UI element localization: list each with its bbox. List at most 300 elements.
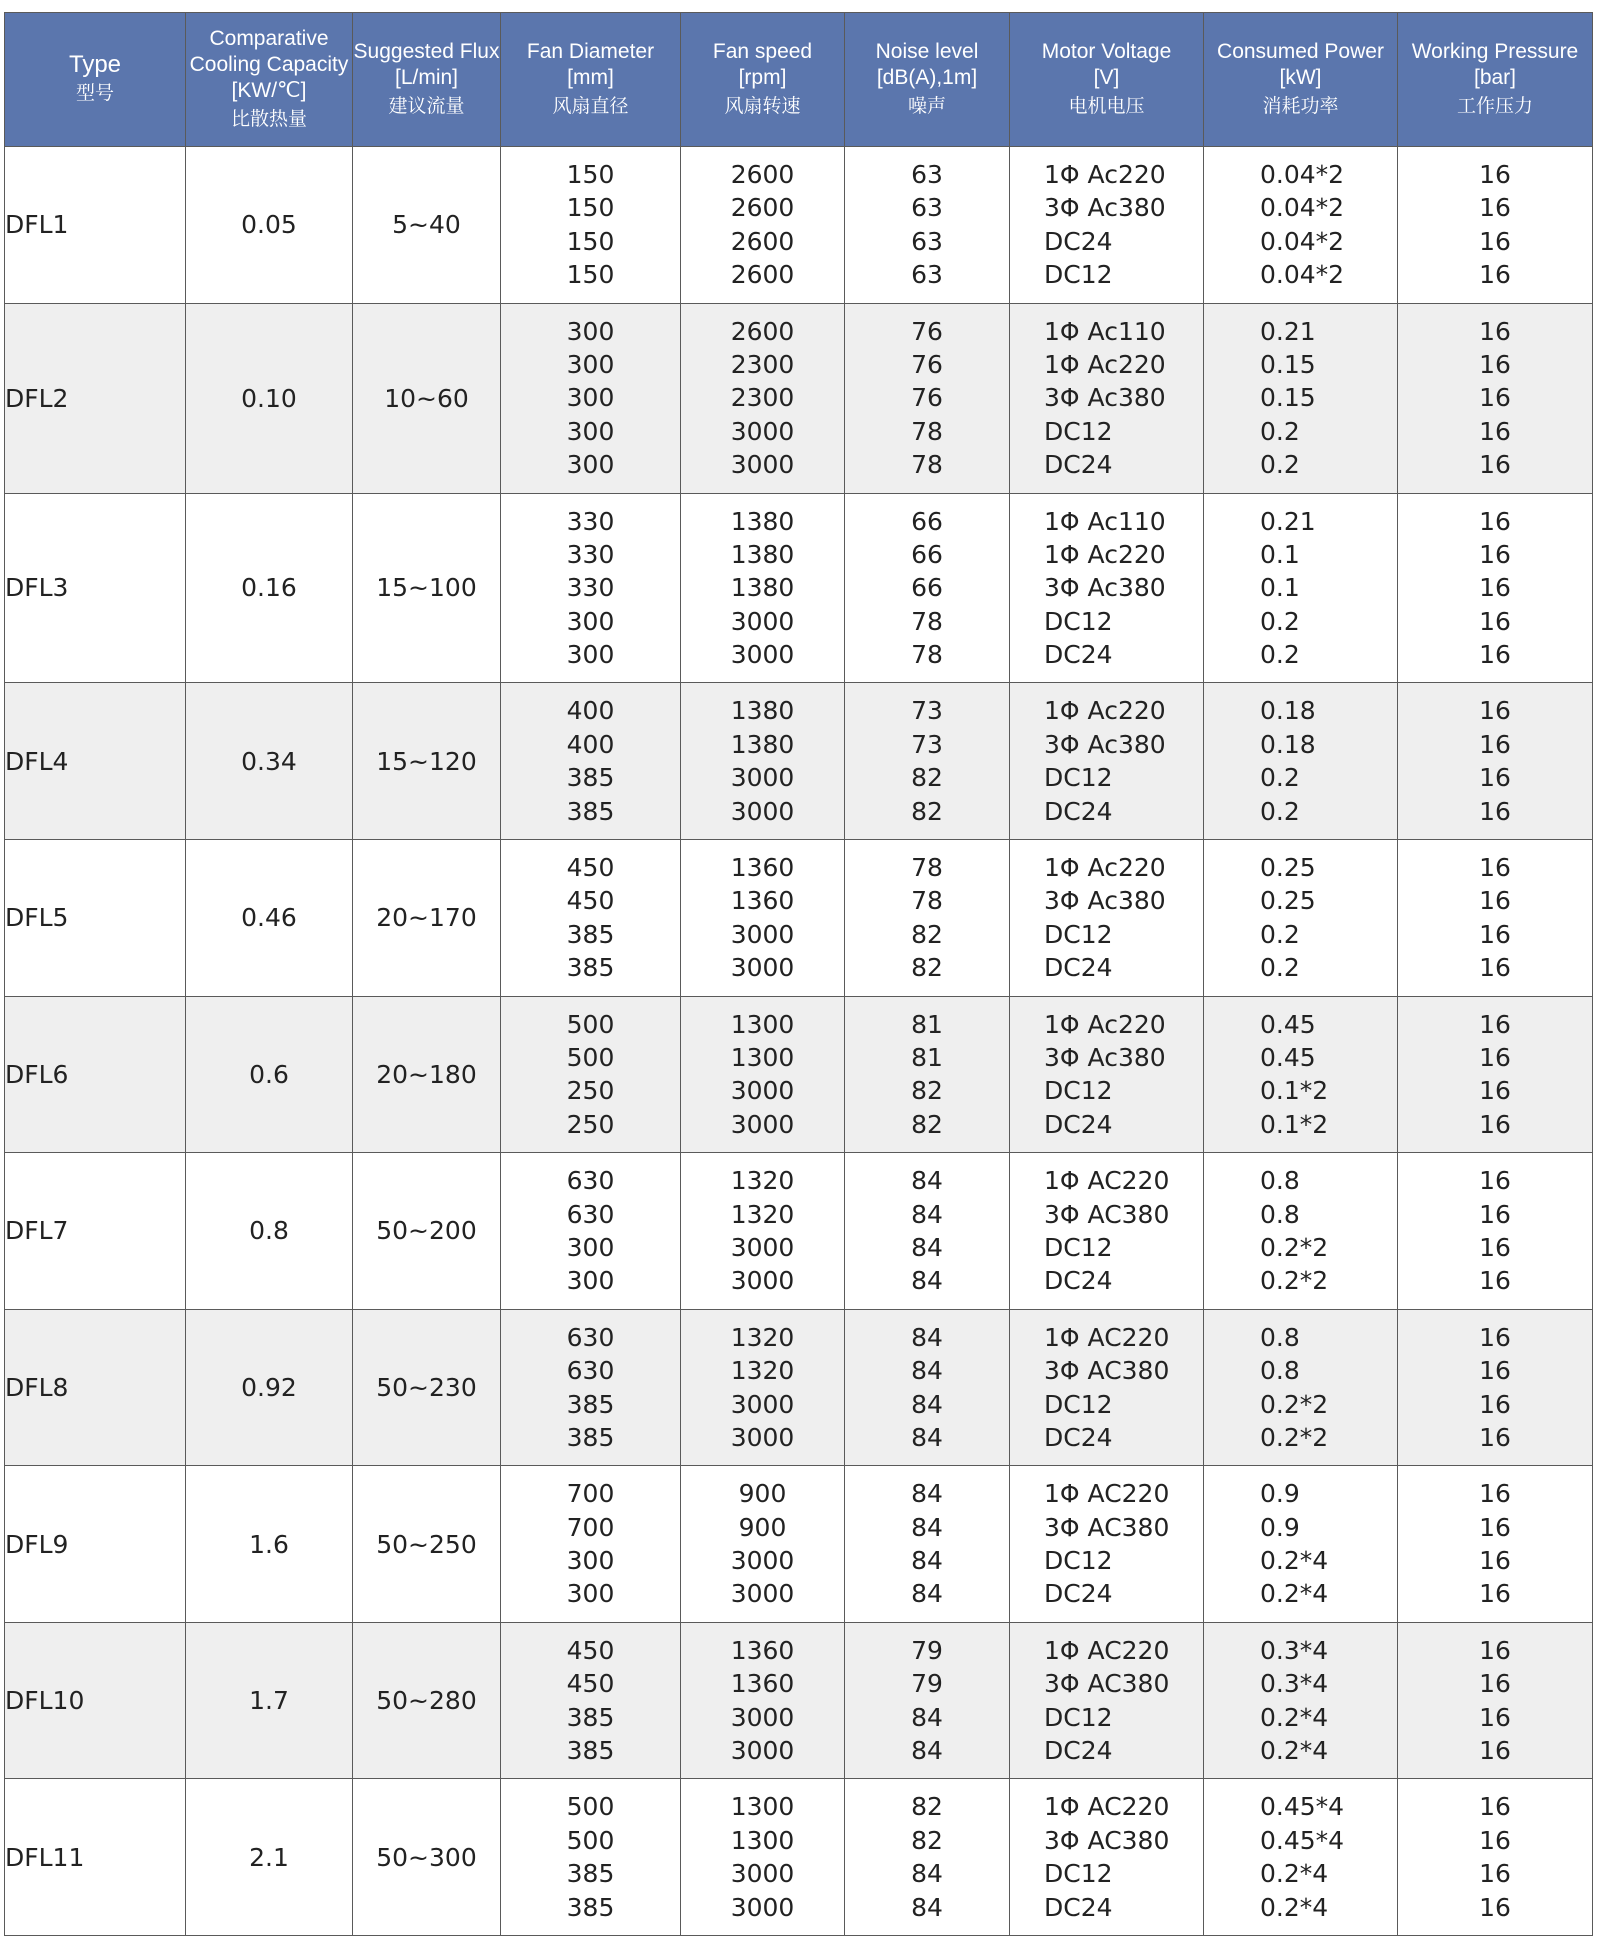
cell-value: 84 <box>911 1546 943 1576</box>
type-cell: DFL9 <box>5 1466 186 1623</box>
cell-value: 630 <box>566 1166 615 1196</box>
cell-value: 0.9 <box>1260 1479 1300 1509</box>
cell-value: 450 <box>566 853 615 883</box>
cell-value: 0.2*2 <box>1260 1389 1329 1419</box>
cell-value: 385 <box>566 919 615 949</box>
cell-value: 82 <box>911 953 943 983</box>
header-label: [dB(A),1m] <box>876 66 978 89</box>
cell-value: 2600 <box>730 193 795 223</box>
noise-level-cell <box>845 493 1010 683</box>
header-label: Cooling Capacity <box>189 53 349 76</box>
motor-voltage-cell <box>1010 493 1204 683</box>
consumed-power-cell <box>1204 996 1398 1153</box>
cell-value: 84 <box>911 1892 943 1922</box>
header-label: [V] <box>1093 66 1120 89</box>
working-pressure-cell <box>1398 840 1593 997</box>
cell-value: 16 <box>1479 763 1511 793</box>
header-label: Comparative <box>209 27 329 50</box>
cell-value: 16 <box>1479 1479 1511 1509</box>
header-label: Working Pressure <box>1411 40 1579 63</box>
cell-value: DC12 <box>1044 1389 1113 1419</box>
cell-value: 3000 <box>730 640 795 670</box>
consumed-power-cell <box>1204 147 1398 304</box>
motor-voltage-header <box>1010 13 1204 147</box>
cell-value: 1Φ Ac220 <box>1044 853 1166 883</box>
cell-value: 2600 <box>730 260 795 290</box>
fan-diameter-cell <box>501 1153 681 1310</box>
cell-value: 0.1 <box>1260 539 1300 569</box>
cell-value: 3000 <box>730 1389 795 1419</box>
working-pressure-cell <box>1398 147 1593 304</box>
cell-value: 3000 <box>730 953 795 983</box>
cell-value: 1380 <box>730 539 795 569</box>
cell-value: 300 <box>566 416 615 446</box>
cell-value: DC12 <box>1044 919 1113 949</box>
consumed-power-cell <box>1204 303 1398 493</box>
header-label-cn: 电机电压 <box>1068 96 1145 117</box>
type-cell: DFL1 <box>5 147 186 304</box>
cell-value: 300 <box>566 1232 615 1262</box>
cell-value: 385 <box>566 1736 615 1766</box>
motor-voltage-cell <box>1010 1466 1204 1623</box>
cell-value: 0.1*2 <box>1260 1109 1329 1139</box>
working-pressure-cell <box>1398 683 1593 840</box>
fan-diameter-header <box>501 13 681 147</box>
cell-value: 0.15 <box>1260 349 1316 379</box>
noise-level-cell <box>845 840 1010 997</box>
table-row <box>5 493 1593 683</box>
table-row <box>5 303 1593 493</box>
suggested-flux-cell: 5~40 <box>353 147 501 304</box>
cell-value: 16 <box>1479 1009 1511 1039</box>
cell-value: 0.04*2 <box>1260 226 1345 256</box>
consumed-power-cell <box>1204 1309 1398 1466</box>
cooling-capacity-cell: 1.6 <box>186 1466 353 1623</box>
motor-voltage-cell <box>1010 1779 1204 1936</box>
cell-value: DC24 <box>1044 1109 1113 1139</box>
cell-value: 300 <box>566 349 615 379</box>
working-pressure-cell <box>1398 996 1593 1153</box>
cell-value: 81 <box>911 1042 943 1072</box>
cell-value: 1360 <box>730 886 795 916</box>
cell-value: 0.2*2 <box>1260 1232 1329 1262</box>
cell-value: 16 <box>1479 1546 1511 1576</box>
cell-value: 3Φ Ac380 <box>1044 383 1166 413</box>
cell-value: 400 <box>566 729 615 759</box>
cell-value: DC24 <box>1044 1736 1113 1766</box>
motor-voltage-cell <box>1010 1309 1204 1466</box>
cell-value: 1380 <box>730 696 795 726</box>
cell-value: 16 <box>1479 1076 1511 1106</box>
cell-value: 630 <box>566 1356 615 1386</box>
consumed-power-cell <box>1204 1153 1398 1310</box>
cell-value: 1Φ AC220 <box>1044 1322 1170 1352</box>
noise-level-cell <box>845 1153 1010 1310</box>
working-pressure-header <box>1398 13 1593 147</box>
cell-value: 78 <box>911 450 943 480</box>
fan-speed-cell <box>681 147 845 304</box>
suggested-flux-cell: 50~230 <box>353 1309 501 1466</box>
consumed-power-cell <box>1204 683 1398 840</box>
cell-value: 0.8 <box>1260 1166 1300 1196</box>
table-row <box>5 840 1593 997</box>
cell-value: 16 <box>1479 506 1511 536</box>
cell-value: 2300 <box>730 349 795 379</box>
cell-value: 0.18 <box>1260 696 1316 726</box>
cell-value: 385 <box>566 1892 615 1922</box>
motor-voltage-cell <box>1010 683 1204 840</box>
cell-value: 63 <box>911 260 943 290</box>
fan-speed-cell <box>681 1153 845 1310</box>
motor-voltage-cell <box>1010 1153 1204 1310</box>
cell-value: DC12 <box>1044 1859 1113 1889</box>
cell-value: DC12 <box>1044 260 1113 290</box>
cell-value: 900 <box>738 1512 787 1542</box>
cell-value: 3000 <box>730 763 795 793</box>
cell-value: 16 <box>1479 160 1511 189</box>
cooling-capacity-cell: 0.6 <box>186 996 353 1153</box>
suggested-flux-cell: 50~250 <box>353 1466 501 1623</box>
table-row <box>5 996 1593 1153</box>
cell-value: 0.8 <box>1260 1199 1300 1229</box>
cell-value: 0.3*4 <box>1260 1669 1329 1699</box>
cell-value: 16 <box>1479 796 1511 826</box>
working-pressure-cell <box>1398 1309 1593 1466</box>
cell-value: 0.2 <box>1260 640 1300 670</box>
cell-value: 84 <box>911 1702 943 1732</box>
cell-value: 1320 <box>730 1166 795 1196</box>
cell-value: 630 <box>566 1199 615 1229</box>
cell-value: 1360 <box>730 1635 795 1665</box>
header-label: Fan Diameter <box>526 40 655 63</box>
cooling-capacity-cell: 0.92 <box>186 1309 353 1466</box>
cell-value: 16 <box>1479 1859 1511 1889</box>
type-cell: DFL8 <box>5 1309 186 1466</box>
cell-value: 0.2*4 <box>1260 1736 1329 1766</box>
type-cell: DFL4 <box>5 683 186 840</box>
cooling-capacity-cell: 0.8 <box>186 1153 353 1310</box>
cell-value: 2600 <box>730 316 795 346</box>
table-row <box>5 147 1593 304</box>
fan-diameter-cell <box>501 303 681 493</box>
cell-value: 84 <box>911 1389 943 1419</box>
fan-speed-cell <box>681 996 845 1153</box>
cell-value: 0.2 <box>1260 416 1300 446</box>
cell-value: 400 <box>566 696 615 726</box>
cell-value: 3000 <box>730 1076 795 1106</box>
cell-value: 3Φ AC380 <box>1044 1825 1170 1855</box>
cell-value: 0.2 <box>1260 953 1300 983</box>
header-label-cn: 消耗功率 <box>1262 96 1339 117</box>
cell-value: 16 <box>1479 1669 1511 1699</box>
cooling-capacity-cell: 0.16 <box>186 493 353 683</box>
cell-value: 1Φ AC220 <box>1044 1635 1170 1665</box>
cell-value: 500 <box>566 1009 615 1039</box>
cell-value: 84 <box>911 1356 943 1386</box>
cell-value: 0.45 <box>1260 1009 1316 1039</box>
cell-value: 300 <box>566 640 615 670</box>
cell-value: 82 <box>911 1076 943 1106</box>
cell-value: 16 <box>1479 1042 1511 1072</box>
cell-value: 73 <box>911 729 943 759</box>
noise-level-cell <box>845 683 1010 840</box>
cell-value: 16 <box>1479 1792 1511 1822</box>
cell-value: 3000 <box>730 796 795 826</box>
header-label: Consumed Power <box>1217 40 1384 63</box>
cell-value: 78 <box>911 416 943 446</box>
cooling-capacity-cell: 0.46 <box>186 840 353 997</box>
header-label: Motor Voltage <box>1041 40 1172 63</box>
cell-value: 700 <box>566 1479 615 1509</box>
cell-value: 16 <box>1479 1232 1511 1262</box>
cell-value: 3000 <box>730 1702 795 1732</box>
header-label: Type <box>68 51 122 78</box>
cell-value: 0.2 <box>1260 796 1300 826</box>
cell-value: DC24 <box>1044 1892 1113 1922</box>
cell-value: 0.3*4 <box>1260 1635 1329 1665</box>
cell-value: 3000 <box>730 1579 795 1609</box>
cell-value: 16 <box>1479 640 1511 670</box>
header-label-cn: 建议流量 <box>388 96 465 117</box>
cell-value: 82 <box>911 1109 943 1139</box>
cell-value: 3Φ Ac380 <box>1044 729 1166 759</box>
fan-diameter-cell <box>501 493 681 683</box>
cell-value: 3Φ Ac380 <box>1044 193 1166 223</box>
cell-value: 1380 <box>730 729 795 759</box>
cell-value: 76 <box>911 383 943 413</box>
type-cell: DFL11 <box>5 1779 186 1936</box>
cell-value: 63 <box>911 193 943 223</box>
cell-value: 150 <box>566 260 615 290</box>
cell-value: 3000 <box>730 450 795 480</box>
cell-value: 16 <box>1479 316 1511 346</box>
cell-value: 16 <box>1479 729 1511 759</box>
cell-value: 0.2 <box>1260 606 1300 636</box>
fan-speed-header <box>681 13 845 147</box>
cell-value: 0.8 <box>1260 1322 1300 1352</box>
working-pressure-cell <box>1398 1153 1593 1310</box>
motor-voltage-cell <box>1010 840 1204 997</box>
noise-level-cell <box>845 147 1010 304</box>
cell-value: 1Φ AC220 <box>1044 1479 1170 1509</box>
cell-value: 3000 <box>730 1266 795 1296</box>
table-row <box>5 1153 1593 1310</box>
cell-value: 84 <box>911 1736 943 1766</box>
cell-value: 3000 <box>730 1422 795 1452</box>
cell-value: 1Φ Ac110 <box>1044 506 1166 536</box>
cell-value: 1Φ AC220 <box>1044 1166 1170 1196</box>
cell-value: 76 <box>911 349 943 379</box>
cell-value: 16 <box>1479 1635 1511 1665</box>
cell-value: 1Φ Ac220 <box>1044 160 1166 189</box>
cell-value: 0.1 <box>1260 573 1300 603</box>
cell-value: 1380 <box>730 573 795 603</box>
cell-value: 3000 <box>730 1546 795 1576</box>
cell-value: 3Φ AC380 <box>1044 1199 1170 1229</box>
cooling-capacity-cell: 0.05 <box>186 147 353 304</box>
cell-value: 16 <box>1479 696 1511 726</box>
header-label: [kW] <box>1279 66 1322 89</box>
motor-voltage-cell <box>1010 996 1204 1153</box>
cell-value: DC12 <box>1044 1702 1113 1732</box>
cell-value: 78 <box>911 853 943 883</box>
cell-value: 1300 <box>730 1792 795 1822</box>
cell-value: 84 <box>911 1859 943 1889</box>
noise-level-cell <box>845 303 1010 493</box>
suggested-flux-cell: 20~180 <box>353 996 501 1153</box>
table-row <box>5 683 1593 840</box>
cell-value: 82 <box>911 919 943 949</box>
fan-diameter-cell <box>501 840 681 997</box>
cell-value: 0.15 <box>1260 383 1316 413</box>
working-pressure-cell <box>1398 1622 1593 1779</box>
cell-value: 16 <box>1479 450 1511 480</box>
cell-value: 1Φ Ac110 <box>1044 316 1166 346</box>
cell-value: DC24 <box>1044 1422 1113 1452</box>
cell-value: 0.45 <box>1260 1042 1316 1072</box>
cell-value: 385 <box>566 953 615 983</box>
cell-value: 66 <box>911 573 943 603</box>
cell-value: 16 <box>1479 260 1511 290</box>
cell-value: 1Φ Ac220 <box>1044 539 1166 569</box>
fan-diameter-cell <box>501 683 681 840</box>
cell-value: 385 <box>566 763 615 793</box>
cell-value: DC12 <box>1044 416 1113 446</box>
cooling-capacity-cell: 1.7 <box>186 1622 353 1779</box>
cell-value: 3Φ Ac380 <box>1044 1042 1166 1072</box>
cell-value: 630 <box>566 1322 615 1352</box>
cell-value: DC24 <box>1044 1266 1113 1296</box>
fan-diameter-cell <box>501 1309 681 1466</box>
noise-level-cell <box>845 1622 1010 1779</box>
cell-value: 84 <box>911 1166 943 1196</box>
type-cell: DFL10 <box>5 1622 186 1779</box>
cell-value: 82 <box>911 1825 943 1855</box>
cell-value: 330 <box>566 539 615 569</box>
suggested-flux-cell: 50~200 <box>353 1153 501 1310</box>
cell-value: 3000 <box>730 1859 795 1889</box>
header-label: [bar] <box>1473 66 1517 89</box>
working-pressure-cell <box>1398 303 1593 493</box>
cell-value: 82 <box>911 1792 943 1822</box>
type-cell: DFL7 <box>5 1153 186 1310</box>
cell-value: 0.04*2 <box>1260 260 1345 290</box>
fan-diameter-cell <box>501 996 681 1153</box>
cell-value: 81 <box>911 1009 943 1039</box>
consumed-power-cell <box>1204 1779 1398 1936</box>
cell-value: 16 <box>1479 886 1511 916</box>
table-body <box>5 147 1593 1936</box>
cell-value: 82 <box>911 796 943 826</box>
fan-diameter-cell <box>501 1466 681 1623</box>
suggested-flux-cell: 50~280 <box>353 1622 501 1779</box>
suggested-flux-header <box>353 13 501 147</box>
cell-value: 66 <box>911 539 943 569</box>
header-label: [mm] <box>567 66 614 89</box>
cell-value: 3000 <box>730 606 795 636</box>
motor-voltage-cell <box>1010 1622 1204 1779</box>
cell-value: 3Φ Ac380 <box>1044 573 1166 603</box>
cell-value: DC12 <box>1044 1232 1113 1262</box>
cell-value: 330 <box>566 573 615 603</box>
cell-value: 0.2*4 <box>1260 1892 1329 1922</box>
cell-value: 16 <box>1479 1109 1511 1139</box>
fan-diameter-cell <box>501 1622 681 1779</box>
cell-value: 0.21 <box>1260 506 1316 536</box>
cell-value: 1Φ Ac220 <box>1044 1009 1166 1039</box>
cell-value: 0.45*4 <box>1260 1825 1345 1855</box>
cooling-capacity-cell: 0.34 <box>186 683 353 840</box>
cell-value: 0.04*2 <box>1260 160 1345 189</box>
cell-value: 0.45*4 <box>1260 1792 1345 1822</box>
suggested-flux-cell: 15~100 <box>353 493 501 683</box>
working-pressure-cell <box>1398 1466 1593 1623</box>
cell-value: 2600 <box>730 226 795 256</box>
cell-value: 63 <box>911 226 943 256</box>
fan-diameter-cell <box>501 1779 681 1936</box>
cell-value: 16 <box>1479 1199 1511 1229</box>
cell-value: 16 <box>1479 573 1511 603</box>
cell-value: DC24 <box>1044 450 1113 480</box>
cell-value: 3000 <box>730 1232 795 1262</box>
type-cell: DFL3 <box>5 493 186 683</box>
cell-value: 16 <box>1479 539 1511 569</box>
cooling-capacity-header <box>186 13 353 147</box>
cell-value: 500 <box>566 1042 615 1072</box>
cell-value: 385 <box>566 796 615 826</box>
fan-speed-cell <box>681 1466 845 1623</box>
table-row <box>5 1622 1593 1779</box>
cell-value: 1300 <box>730 1009 795 1039</box>
cell-value: 900 <box>738 1479 787 1509</box>
cooling-capacity-cell: 2.1 <box>186 1779 353 1936</box>
cell-value: 79 <box>911 1635 943 1665</box>
cell-value: 16 <box>1479 1322 1511 1352</box>
header-label: Noise level <box>875 40 979 63</box>
cell-value: 16 <box>1479 1266 1511 1296</box>
table-row <box>5 1466 1593 1623</box>
cell-value: 3Φ AC380 <box>1044 1356 1170 1386</box>
header-label: [L/min] <box>394 66 459 89</box>
cell-value: DC24 <box>1044 226 1113 256</box>
cell-value: 16 <box>1479 606 1511 636</box>
suggested-flux-cell: 20~170 <box>353 840 501 997</box>
cell-value: 1Φ AC220 <box>1044 1792 1170 1822</box>
cell-value: 300 <box>566 606 615 636</box>
cell-value: 0.2*4 <box>1260 1579 1329 1609</box>
cell-value: 16 <box>1479 1512 1511 1542</box>
cell-value: 82 <box>911 763 943 793</box>
cell-value: 0.2 <box>1260 450 1300 480</box>
cell-value: 1Φ Ac220 <box>1044 349 1166 379</box>
cell-value: 0.2*4 <box>1260 1702 1329 1732</box>
cell-value: 1300 <box>730 1042 795 1072</box>
header-label: Fan speed <box>712 40 813 63</box>
motor-voltage-cell <box>1010 147 1204 304</box>
cell-value: 16 <box>1479 1825 1511 1855</box>
cell-value: 1300 <box>730 1825 795 1855</box>
cell-value: 2600 <box>730 160 795 189</box>
spec-table <box>4 12 1593 1936</box>
cell-value: 250 <box>566 1076 615 1106</box>
cell-value: 3Φ Ac380 <box>1044 886 1166 916</box>
cell-value: 73 <box>911 696 943 726</box>
suggested-flux-cell: 15~120 <box>353 683 501 840</box>
cell-value: 150 <box>566 226 615 256</box>
cell-value: 16 <box>1479 1166 1511 1196</box>
fan-speed-cell <box>681 840 845 997</box>
cell-value: 1320 <box>730 1356 795 1386</box>
